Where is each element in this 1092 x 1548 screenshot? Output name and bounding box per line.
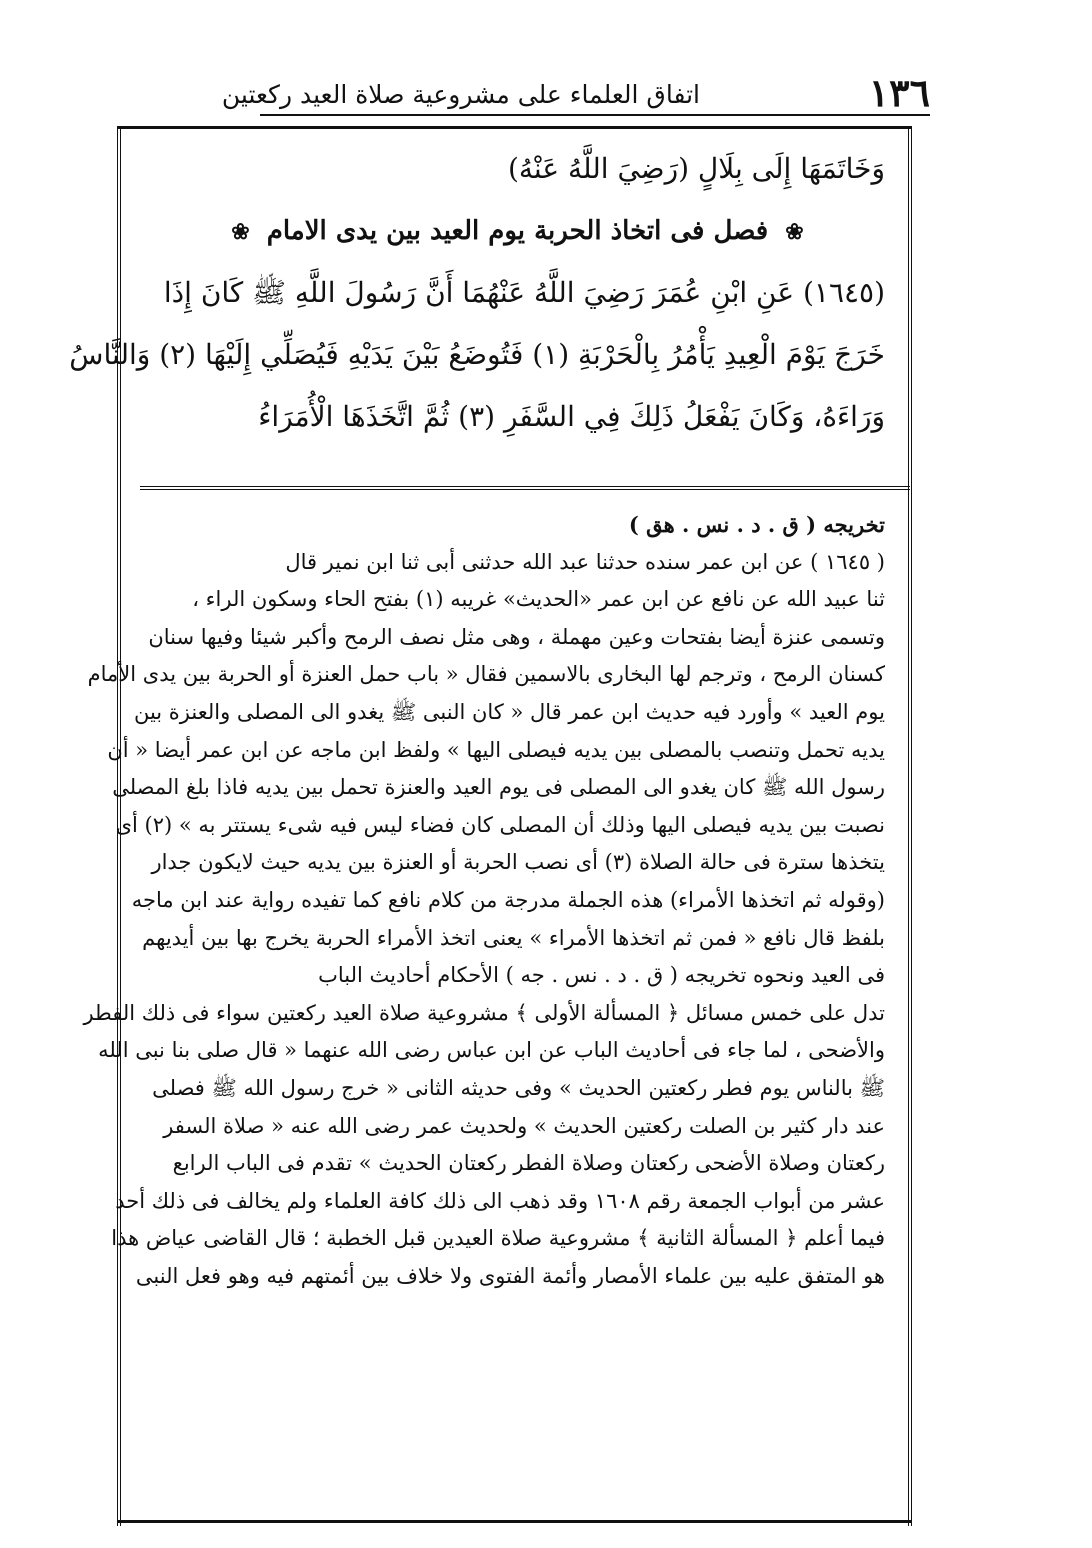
ornament-right-icon: ❀ — [785, 219, 804, 245]
hadith-line-4: خَرَجَ يَوْمَ الْعِيدِ يَأْمُرُ بِالْحَرْبَةِ (١) فَتُوضَعُ بَيْنَ يَدَيْهِ فَيُصَلِّي إِلَيْهَا (٢) وَالنَّاسُ — [69, 338, 885, 371]
hadith-line-1: وَخَاتَمَهَا إِلَى بِلَالٍ (رَضِيَ اللَّهُ عَنْهُ) — [507, 152, 885, 185]
header-rule — [260, 114, 930, 116]
commentary-line: وتسمى عنزة أيضا بفتحات وعين مهملة ، وهى مثل نصف الرمح وأكبر شيئا وفيها سنان — [148, 624, 885, 649]
commentary-line: رسول الله ﷺ كان يغدو الى المصلى فى يوم العيد والعنزة تحمل بين يديه فاذا بلغ المصلى — [112, 775, 885, 800]
commentary-line: ﷺ بالناس يوم فطر ركعتين الحديث » وفى حديثه الثانى « خرج رسول الله ﷺ فصلى — [152, 1075, 885, 1100]
commentary-line: يديه تحمل وتنصب بالمصلى بين يديه فيصلى اليها » ولفظ ابن ماجه عن ابن عمر أيضا « أن — [107, 737, 885, 762]
frame-bottom-rule — [117, 1520, 912, 1523]
commentary-line: (وقوله ثم اتخذها الأمراء) هذه الجملة مدرجة من كلام نافع كما تفيده رواية عند ابن ماجه — [131, 887, 885, 912]
commentary-line: عشر من أبواب الجمعة رقم ١٦٠٨ وقد ذهب الى ذلك كافة العلماء ولم يخالف فى ذلك أحد — [115, 1188, 885, 1213]
page-header — [140, 70, 930, 116]
commentary-line: ( ١٦٤٥ ) عن ابن عمر سنده حدثنا عبد الله حدثنى أبى ثنا ابن نمير قال — [285, 549, 885, 574]
commentary-line: ركعتان وصلاة الأضحى ركعتان وصلاة الفطر ركعتان الحديث » تقدم فى الباب الرابع — [172, 1151, 885, 1176]
commentary-line: بلفظ قال نافع « فمن ثم اتخذها الأمراء » يعنى اتخذ الأمراء الحربة يخرج بها بين أيديهم — [142, 925, 885, 950]
running-title: اتفاق العلماء على مشروعية صلاة العيد ركعتين — [221, 80, 700, 109]
commentary-line: ثنا عبيد الله عن نافع عن ابن عمر «الحديث» غريبه (١) بفتح الحاء وسكون الراء ، — [192, 587, 885, 612]
hadith-line-5: وَرَاءَهُ، وَكَانَ يَفْعَلُ ذَلِكَ فِي السَّفَرِ (٣) ثُمَّ اتَّخَذَهَا الْأُمَرَاءُ — [258, 400, 885, 433]
section-heading — [150, 200, 885, 262]
commentary-line: كسنان الرمح ، وترجم لها البخارى بالاسمين فقال « باب حمل العنزة أو الحربة بين يدى الأمام — [87, 662, 885, 687]
page-number: ١٣٦ — [868, 70, 930, 115]
commentary-line: عند دار كثير بن الصلت ركعتين الحديث » ولحديث عمر رضى الله عنه « صلاة السفر — [163, 1113, 885, 1138]
section-divider — [140, 486, 910, 490]
commentary-line: فى العيد ونحوه تخريجه ( ق . د . نس . جه ) الأحكام أحاديث الباب — [318, 963, 885, 988]
commentary-line: تدل على خمس مسائل ﴿ المسألة الأولى ﴾ مشروعية صلاة العيد ركعتين سواء فى ذلك الفطر — [83, 1000, 885, 1025]
commentary-line: يتخذها سترة فى حالة الصلاة (٣) أى نصب الحربة أو العنزة بين يديه حيث لايكون جدار — [151, 850, 885, 875]
commentary-line: فيما أعلم ﴿ المسألة الثانية ﴾ مشروعية صلاة العيدين قبل الخطبة ؛ قال القاضى عياض هذا — [111, 1226, 885, 1251]
commentary-text — [83, 506, 885, 1295]
ornament-left-icon: ❀ — [231, 219, 250, 245]
commentary-line: يوم العيد » وأورد فيه حديث ابن عمر قال « كان النبى ﷺ يغدو الى المصلى والعنزة بين — [133, 699, 885, 724]
commentary-line: والأضحى ، لما جاء فى أحاديث الباب عن ابن عباس رضى الله عنهما « قال صلى بنا نبى الله — [98, 1038, 885, 1063]
frame-top-rule — [117, 126, 912, 129]
commentary-line: نصبت بين يديه فيصلى اليها وذلك أن المصلى كان فضاء ليس فيه شىء يستتر به » (٢) أى — [115, 812, 885, 837]
commentary-line: هو المتفق عليه بين علماء الأمصار وأئمة الفتوى ولا خلاف بين أئمتهم فيه وهو فعل النبى — [135, 1263, 885, 1288]
hadith-text — [69, 138, 885, 448]
commentary-line: تخريجه ( ق . د . نس . هق ) — [628, 512, 885, 537]
hadith-line-3: (١٦٤٥) عَنِ ابْنِ عُمَرَ رَضِيَ اللَّهُ عَنْهُمَا أَنَّ رَسُولَ اللَّهِ ﷺ كَانَ إِذَا — [163, 276, 885, 309]
section-title: فصل فى اتخاذ الحربة يوم العيد بين يدى الامام — [266, 216, 769, 246]
